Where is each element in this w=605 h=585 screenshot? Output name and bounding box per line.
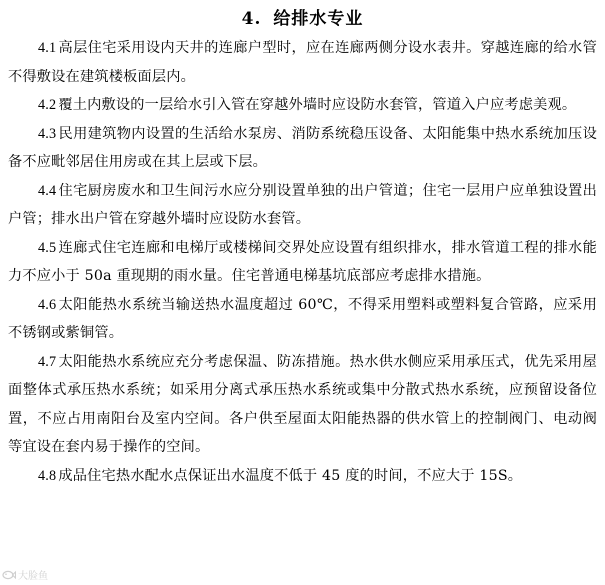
watermark-text: 大脸鱼 xyxy=(18,571,48,582)
clause-number: 4.3 xyxy=(38,125,57,142)
clause-4-5 xyxy=(8,234,597,291)
clause-text: 住宅厨房废水和卫生间污水应分别设置单独的出户管道；住宅一层用户应单独设置出户管；排水出户管在穿越外墙时应设防水套管。 xyxy=(8,182,597,227)
clause-4-3 xyxy=(8,120,597,177)
clause-number: 4.1 xyxy=(38,40,57,56)
clause-number: 4.7 xyxy=(38,353,57,370)
clause-text: 太阳能热水系统应充分考虑保温、防冻措施。热水供水侧应采用承压式，优先采用屋面整体式承压热水系统；如采用分离式承压热水系统或集中分散式热水系统，应预留设备位置，不应占用南阳台及室内空间。各户供至屋面太阳能热器的供水管上的控制阀门、电动阀等宜设在套内易于操作的空间。 xyxy=(8,353,597,455)
section-title xyxy=(8,4,597,34)
watermark xyxy=(2,567,48,582)
clause-4-6 xyxy=(8,291,597,348)
fish-logo-icon xyxy=(2,569,16,581)
clause-number: 4.5 xyxy=(38,239,57,256)
clause-text: 连廊式住宅连廊和电梯厅或楼梯间交界处应设置有组织排水，排水管道工程的排水能力不应小于 50a 重现期的雨水量。住宅普通电梯基坑底部应考虑排水措施。 xyxy=(8,239,597,284)
section-title-text: 给排水专业 xyxy=(273,9,364,29)
clause-text: 民用建筑物内设置的生活给水泵房、消防系统稳压设备、太阳能集中热水系统加压设备不应毗邻居住用房或在其上层或下层。 xyxy=(8,125,597,170)
section-number: 4. xyxy=(241,9,262,29)
clause-text: 覆土内敷设的一层给水引入管在穿越外墙时应设防水套管，管道入户应考虑美观。 xyxy=(58,97,577,113)
clause-4-1 xyxy=(8,34,597,91)
clause-text: 成品住宅热水配水点保证出水温度不低于 45 度的时间，不应大于 15S。 xyxy=(58,467,523,484)
clause-number: 4.2 xyxy=(38,97,57,113)
clause-4-4 xyxy=(8,177,597,234)
clause-number: 4.4 xyxy=(38,182,57,199)
clause-text: 高层住宅采用设内天井的连廊户型时，应在连廊两侧分设水表井。穿越连廊的给水管不得敷设在建筑楼板面层内。 xyxy=(8,40,597,85)
clause-text: 太阳能热水系统当输送热水温度超过 60℃，不得采用塑料或塑料复合管路，应采用不锈钢或紫铜管。 xyxy=(8,296,597,341)
clause-number: 4.6 xyxy=(38,296,57,313)
clause-4-7 xyxy=(8,348,597,462)
clause-number: 4.8 xyxy=(38,467,57,484)
clause-4-2 xyxy=(8,91,597,120)
clause-4-8 xyxy=(8,462,597,491)
